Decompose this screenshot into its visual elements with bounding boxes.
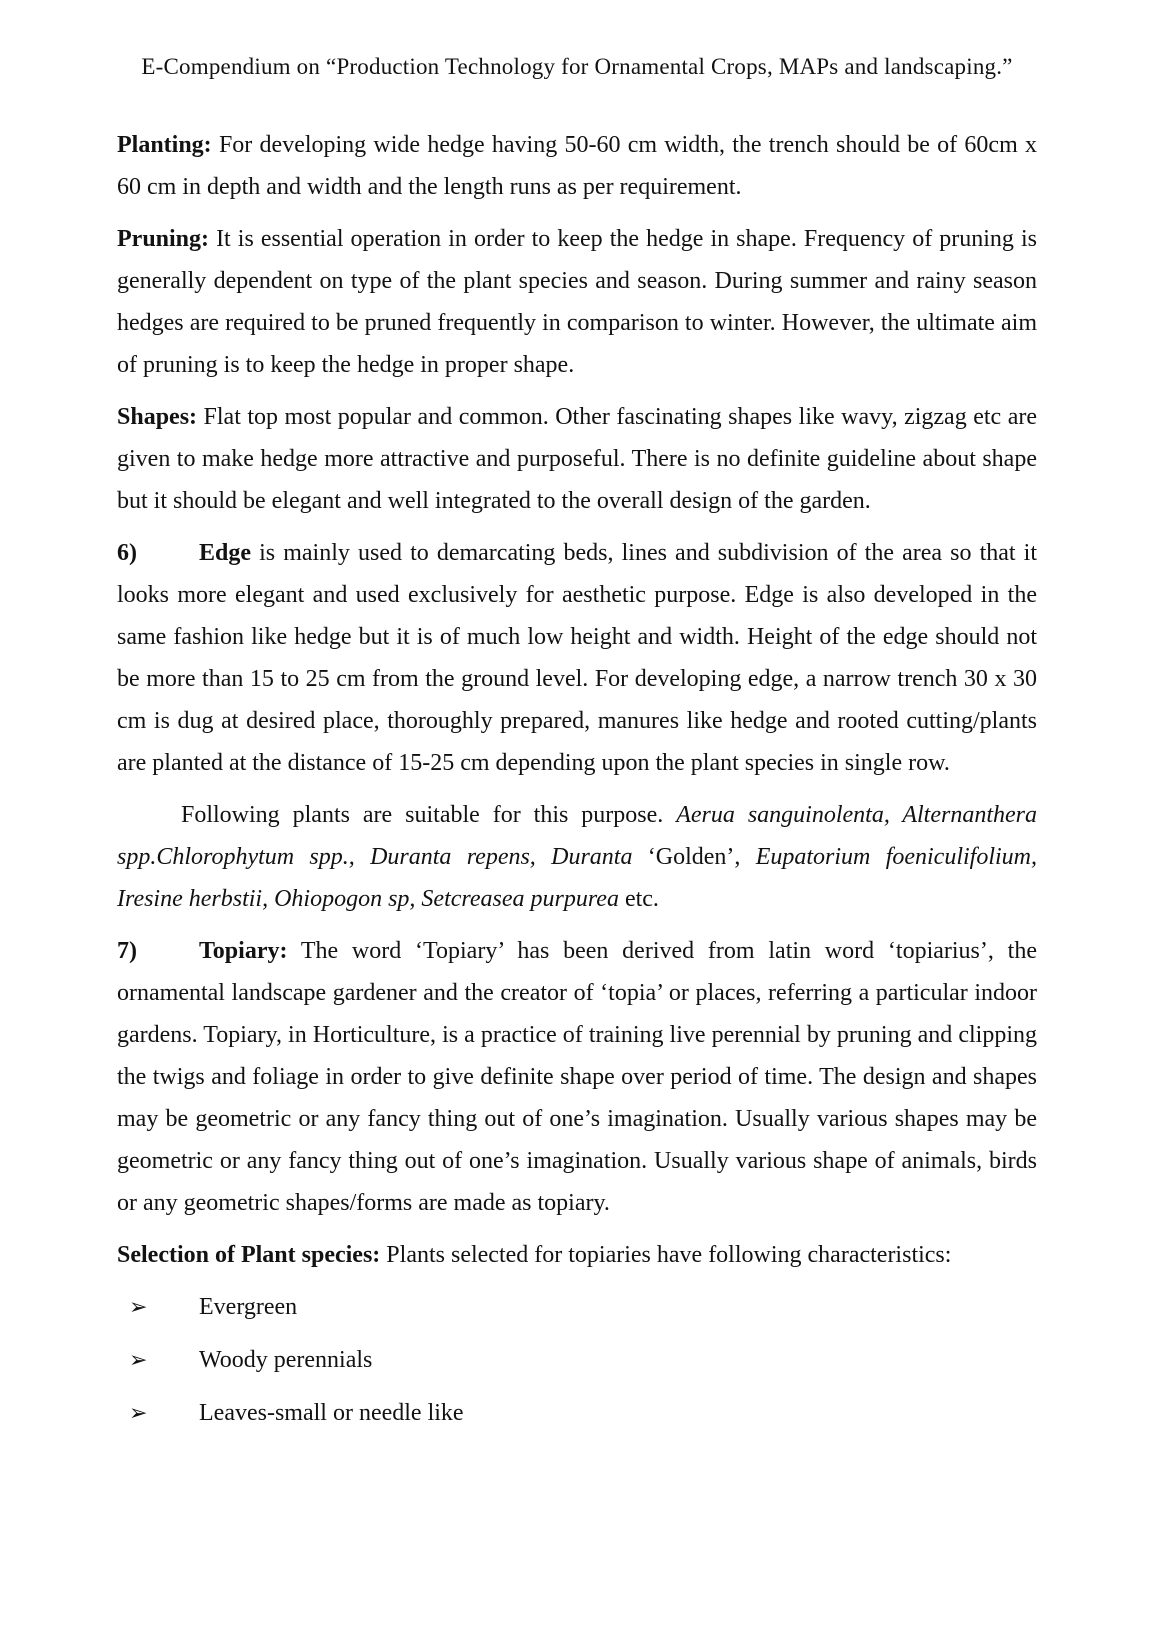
species-intro-text: Following plants are suitable for this purpose.: [181, 802, 677, 828]
list-item-label: Woody perennials: [199, 1347, 373, 1373]
paragraph-planting: [117, 124, 1037, 208]
paragraph-pruning: [117, 218, 1037, 386]
topiary-lead: Topiary:: [199, 938, 288, 964]
paragraph-edge: [117, 532, 1037, 784]
paragraph-shapes: [117, 396, 1037, 522]
pruning-text: It is essential operation in order to keep the hedge in shape. Frequency of pruning is generally dependent on type of the plant species and season. During summer and rainy season hedges are required to be pruned frequently in comparison to winter. However, the ultimate aim of pruning is to keep the hedge in proper shape.: [117, 226, 1037, 378]
planting-lead: Planting:: [117, 132, 212, 158]
paragraph-species: [117, 794, 1037, 920]
paragraph-selection: [117, 1234, 1037, 1276]
arrow-bullet-icon: ➢: [129, 1347, 148, 1372]
species-names-italic-2: Eupatorium foeniculifolium, Iresine herbstii, Ohiopogon sp, Setcreasea purpurea: [117, 844, 1038, 912]
selection-text: Plants selected for topiaries have following characteristics:: [380, 1242, 952, 1268]
planting-text: For developing wide hedge having 50-60 cm width, the trench should be of 60cm x 60 cm in depth and width and the length runs as per requirement.: [117, 132, 1037, 200]
list-item: [117, 1339, 1037, 1381]
list-item-label: Evergreen: [199, 1294, 298, 1320]
species-etc-text: etc.: [618, 886, 659, 912]
edge-lead: Edge: [199, 540, 252, 566]
page-header: E-Compendium on “Production Technology for Ornamental Crops, MAPs and landscaping.”: [141, 54, 1013, 79]
paragraph-topiary: [117, 930, 1037, 1224]
arrow-bullet-icon: ➢: [129, 1400, 148, 1425]
list-item: [117, 1286, 1037, 1328]
edge-text: is mainly used to demarcating beds, lines and subdivision of the area so that it looks more elegant and used exclusively for aesthetic purpose. Edge is also developed in the same fashion like hedge but it is of much low height and width. Height of the edge should not be more than 15 to 25 cm from the ground level. For developing edge, a narrow trench 30 x 30 cm is dug at desired place, thoroughly prepared, manures like hedge and rooted cutting/plants are planted at the distance of 15-25 cm depending upon the plant species in single row.: [117, 540, 1037, 776]
arrow-bullet-icon: ➢: [129, 1294, 148, 1319]
topiary-text: The word ‘Topiary’ has been derived from latin word ‘topiarius’, the ornamental landscape gardener and the creator of ‘topia’ or places, referring a particular indoor gardens. Topiary, in Horticulture, is a practice of training live perennial by pruning and clipping the twigs and foliage in order to give definite shape over period of time. The design and shapes may be geometric or any fancy thing out of one’s imagination. Usually various shapes may be geometric or any fancy thing out of one’s imagination. Usually various shape of animals, birds or any geometric shapes/forms are made as topiary.: [117, 938, 1037, 1216]
shapes-lead: Shapes:: [117, 404, 198, 430]
list-item: [117, 1392, 1037, 1434]
species-names-italic: Aerua sanguinolenta, Alternanthera spp.Chlorophytum spp., Duranta repens, Duranta: [117, 802, 1037, 870]
selection-lead: Selection of Plant species:: [117, 1242, 381, 1268]
edge-number: 6): [117, 540, 137, 566]
pruning-lead: Pruning:: [117, 226, 210, 252]
shapes-text: Flat top most popular and common. Other fascinating shapes like wavy, zigzag etc are given to make hedge more attractive and purposeful. There is no definite guideline about shape but it should be elegant and well integrated to the overall design of the garden.: [117, 404, 1037, 514]
list-item-label: Leaves-small or needle like: [199, 1400, 464, 1426]
characteristics-list: [117, 1286, 1037, 1434]
topiary-number: 7): [117, 938, 137, 964]
species-golden-text: ‘Golden’,: [632, 844, 756, 870]
